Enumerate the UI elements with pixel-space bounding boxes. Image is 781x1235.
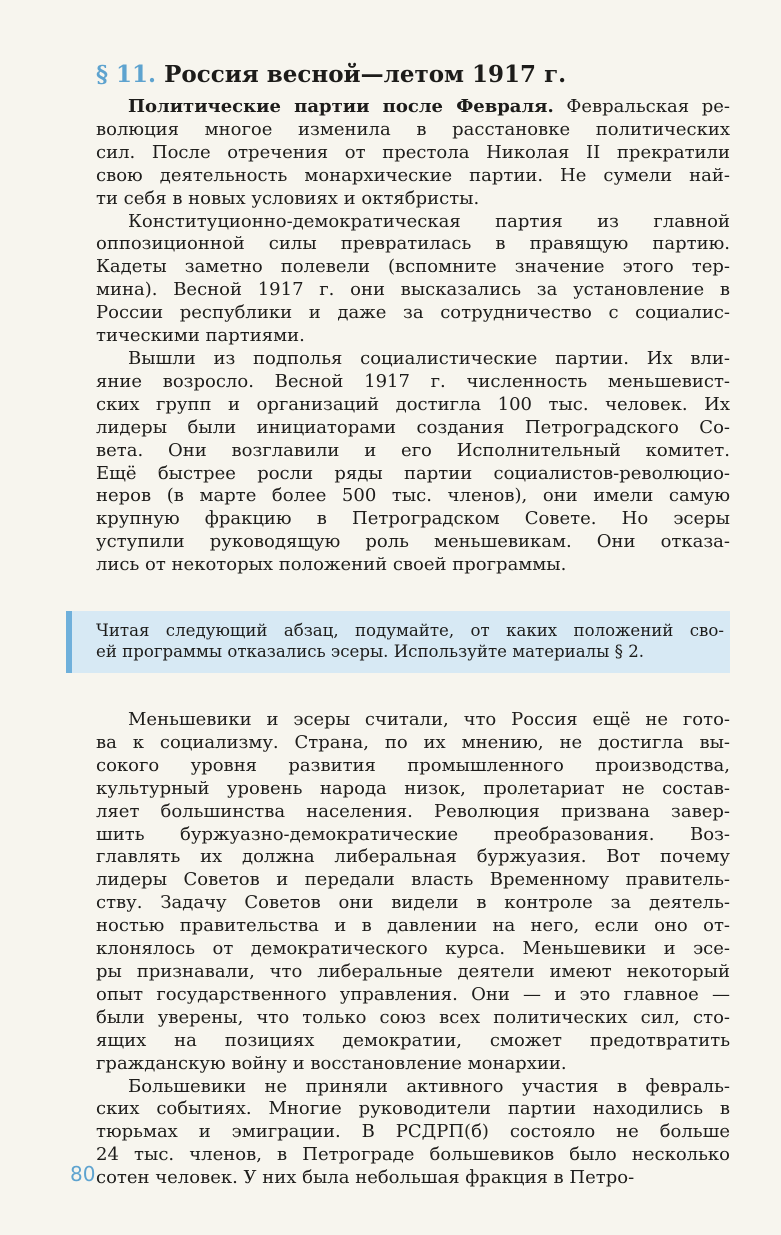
text-line: ти себя в новых условиях и октябристы. [96,187,480,209]
note-text [96,620,724,662]
page-number: 80 [70,1162,96,1186]
text-line: Большевики не приняли активного участия в февраль- [128,1075,730,1097]
text-line: ству. Задачу Советов они видели в контроле за деятель- [96,892,730,914]
text-line: свою деятельность монархические партии. Не сумели най- [96,164,730,186]
text-line: Вышли из подполья социалистические партии. Их вли- [128,347,730,369]
paragraph [96,348,730,577]
text-line: тическими партиями. [96,325,305,347]
text-line: лидеры Советов и передали власть Временному правитель- [96,869,730,891]
text-line: шить буржуазно-демократические преобразования. Воз- [96,823,730,845]
text-line: ских групп и организаций достигла 100 тыс. человек. Их [96,393,730,415]
text-line: культурный уровень народа низок, пролетариат не состав- [96,777,730,799]
paragraph-lead: Политические партии после Февраля. [128,96,554,117]
text-line: крупную фракцию в Петроградском Совете. Но эсеры [96,508,730,530]
text-line: ры признавали, что либеральные деятели имеют некоторый [96,961,730,982]
text-line: 24 тыс. членов, в Петрограде большевиков было несколько [96,1144,730,1166]
text-line: лидеры были инициаторами создания Петроградского Со- [96,416,730,438]
text-block-1 [96,96,730,577]
text-line: неров (в марте более 500 тыс. членов), они имели самую [96,485,730,507]
text-line: ящих на позициях демократии, сможет предотвратить [96,1029,730,1051]
text-line: гражданскую войну и восстановление монархии. [96,1052,567,1074]
paragraph [96,211,730,348]
textbook-page [96,58,730,1190]
text-line: опыт государственного управления. Они — и это главное — [96,983,730,1005]
text-line: яние возросло. Весной 1917 г. численность меньшевист- [96,370,730,392]
text-line: были уверены, что только союз всех политических сил, сто- [96,1006,730,1028]
paragraph [96,1076,730,1191]
section-heading [96,58,730,92]
text-line: мина). Весной 1917 г. они высказались за установление в [96,279,730,301]
text-line: тюрьмах и эмиграции. В РСДРП(б) состояло не больше [96,1121,730,1143]
text-block-2 [96,709,730,1190]
text-line: сокого уровня развития промышленного производства, [96,754,730,776]
text-line: России республики и даже за сотрудничество с социалис- [96,302,730,324]
text-line: волюция многое изменила в расстановке политических [96,118,730,140]
text-line: Меньшевики и эсеры считали, что Россия ещё не гото- [128,709,730,731]
section-number: § 11. [96,61,157,88]
text-line: сотен человек. У них была небольшая фракция в Петро- [96,1167,635,1189]
text-line: Кадеты заметно полевели (вспомните значение этого тер- [96,256,730,278]
note-line: Читая следующий абзац, подумайте, от каких положений сво- [96,621,724,641]
section-title: Россия весной—летом 1917 г. [164,61,567,88]
text-line: ва к социализму. Страна, по их мнению, не достигла вы- [96,731,730,753]
text-line: Конституционно-демократическая партия из главной [128,210,730,232]
question-note [66,611,730,673]
text-line: уступили руководящую роль меньшевикам. Они отказа- [96,531,730,553]
text-line: главлять их должна либеральная буржуазия. Вот почему [96,846,730,868]
text-line: клонялось от демократического курса. Меньшевики и эсе- [96,938,730,960]
note-line: ей программы отказались эсеры. Используйте материалы § 2. [96,642,645,662]
paragraph [96,709,730,1076]
text-line: ских событиях. Многие руководители партии находились в [96,1098,730,1120]
text-line: лись от некоторых положений своей программы. [96,554,567,576]
text-line: ляет большинства населения. Революция призвана завер- [96,800,730,822]
text-line: сил. После отречения от престола Николая II прекратили [96,141,730,163]
text-line: оппозиционной силы превратилась в правящую партию. [96,233,730,255]
text-line: ностью правительства и в давлении на него, если оно от- [96,915,730,937]
text-line: Ещё быстрее росли ряды партии социалистов-революцио- [96,462,730,484]
paragraph [96,96,730,211]
text-line: Политические партии после Февраля. Февральская ре- [128,96,730,117]
text-line: вета. Они возглавили и его Исполнительный комитет. [96,439,730,461]
